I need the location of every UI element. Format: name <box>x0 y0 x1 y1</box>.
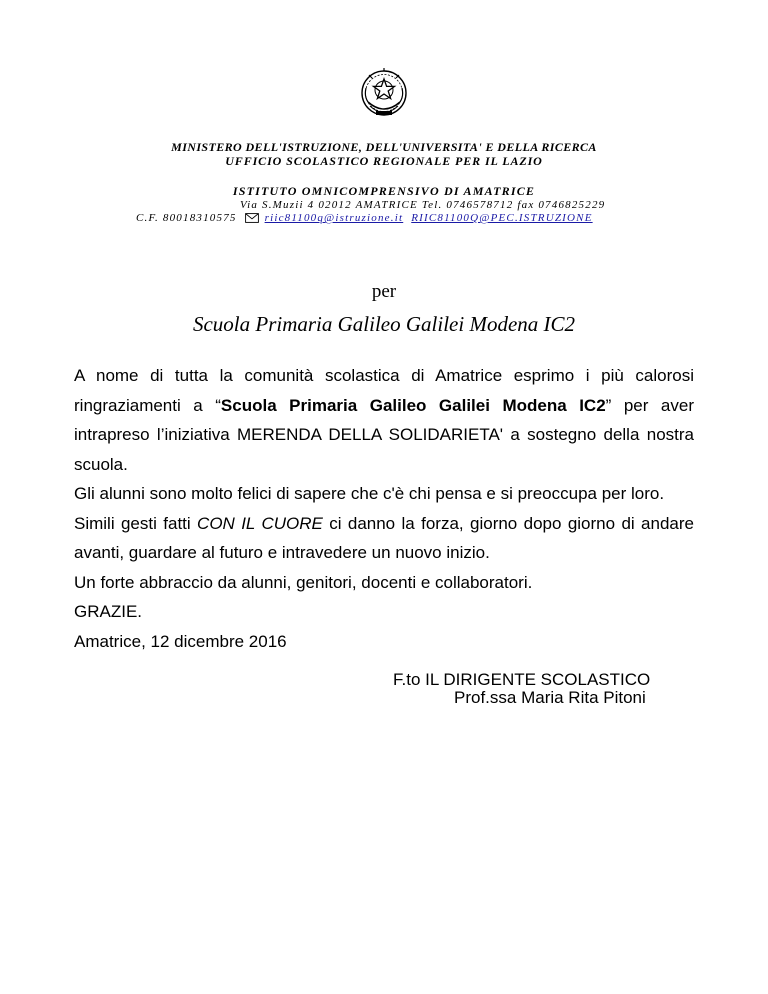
paragraph-students: Gli alunni sono molto felici di sapere che c'è chi pensa e si preoccupa per loro. <box>74 484 665 503</box>
paragraph-hug: Un forte abbraccio da alunni, genitori, docenti e collaboratori. <box>74 572 533 592</box>
signature-title: F.to IL DIRIGENTE SCOLASTICO <box>393 670 651 689</box>
tax-code: C.F. 80018310575 <box>136 212 237 224</box>
paragraph-gestures: Simili gesti fatti CON IL CUORE ci danno la forza, giorno dopo giorno di andare avanti, guardare al futuro e intravedere un nuovo inizio. <box>74 513 694 562</box>
email-link[interactable]: riic81100q@istruzione.it <box>264 212 404 224</box>
recipient-school: Scuola Primaria Galileo Galilei Modena IC2 <box>192 312 576 336</box>
italian-republic-emblem-icon <box>358 66 410 122</box>
letter-body <box>74 361 694 656</box>
regional-office: UFFICIO SCOLASTICO REGIONALE PER IL LAZIO <box>225 154 543 168</box>
envelope-icon <box>245 213 259 223</box>
paragraph-thanks-short: GRAZIE. <box>74 602 143 621</box>
institute-address: Via S.Muzii 4 02012 AMATRICE Tel. 0746578712 fax 0746825229 <box>240 199 606 211</box>
contact-line <box>136 212 593 224</box>
per-label: per <box>371 281 397 302</box>
with-heart-italic: CON IL CUORE <box>197 513 323 533</box>
pec-link[interactable]: RIIC81100Q@PEC.ISTRUZIONE <box>411 212 593 224</box>
signature-name: Prof.ssa Maria Rita Pitoni <box>454 688 646 707</box>
recipient-bold: Scuola Primaria Galileo Galilei Modena IC2 <box>220 395 606 415</box>
ministry-name: MINISTERO DELL'ISTRUZIONE, DELL'UNIVERSITA' E DELLA RICERCA <box>171 140 597 154</box>
letter-date: Amatrice, 12 dicembre 2016 <box>74 631 287 651</box>
paragraph-thanks: A nome di tutta la comunità scolastica di Amatrice esprimo i più calorosi ringraziamenti a “Scuola Primaria Galileo Galilei Modena IC2” per aver intrapreso l’iniziativa MERENDA DELLA SOLIDARIETA' a sostegno della nostra scuola. <box>74 366 695 474</box>
institute-name: ISTITUTO OMNICOMPRENSIVO DI AMATRICE <box>232 184 536 198</box>
